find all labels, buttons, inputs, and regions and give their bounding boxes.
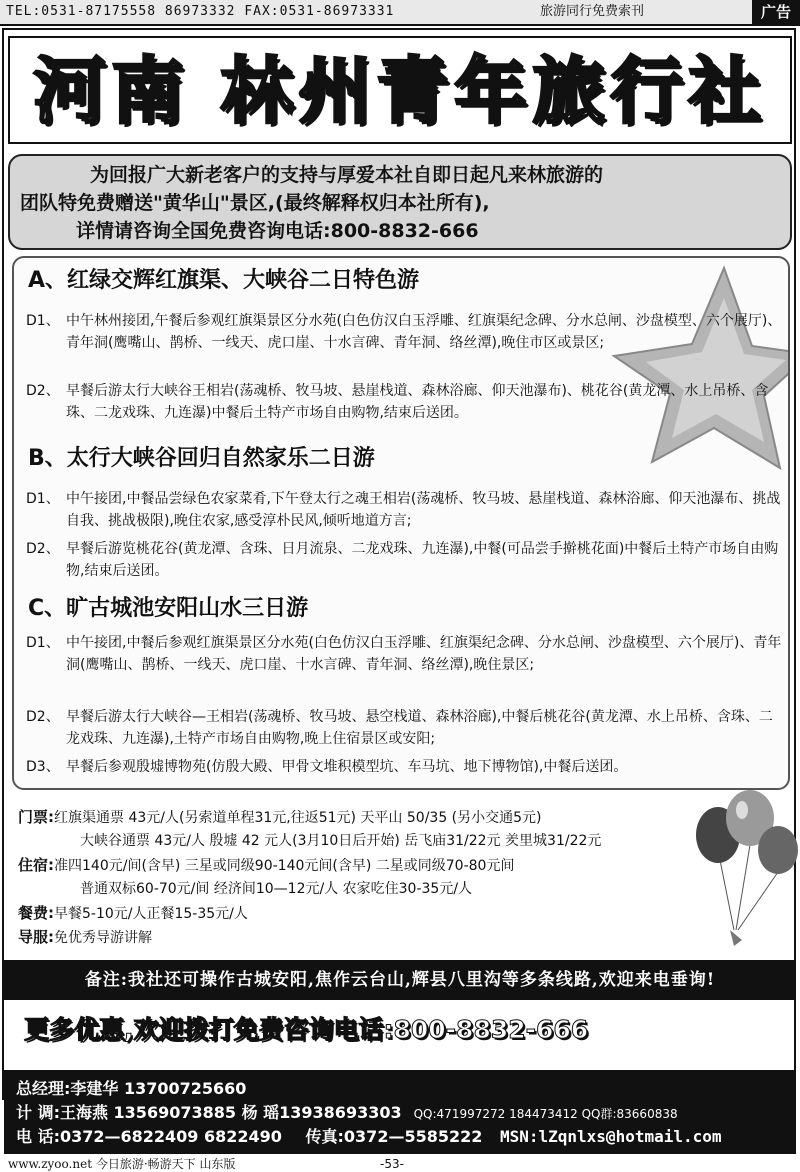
footer-site: www.zyoo.net 今日旅游·畅游天下 山东版 [8, 1157, 236, 1171]
ticket-row-1 [18, 806, 542, 829]
promo-line-1: 为回报广大新老客户的支持与厚爱本社自即日起凡来林旅游的 [90, 164, 604, 186]
day-text: 中午接团,中餐品尝绿色农家菜肴,下午登太行之魂王相岩(荡魂桥、牧马坡、悬崖栈道、森林浴廊、仰天池瀑布、挑战自我、挑战极限),晚住农家,感受淳朴民风,倾听地道方言; [66, 491, 781, 529]
stay-line-2: 普通双标60-70元/间 经济间10—12元/人 农家吃住30-35元/人 [80, 881, 473, 897]
route-b-title: B、太行大峡谷回归自然家乐二日游 [28, 446, 375, 471]
staff-contacts [4, 1070, 796, 1154]
fax-line: 传真:0372—5585222 [305, 1127, 483, 1146]
day-label: D1、 [26, 313, 60, 329]
day-text: 早餐后游览桃花谷(黄龙潭、含珠、日月流泉、二龙戏珠、九连瀑),中餐(可品尝手擀桃花面)中餐后土特产市场自由购物,结束后送团。 [66, 541, 779, 579]
qq-numbers: QQ:471997272 184473412 QQ群:83660838 [413, 1107, 678, 1121]
balloons-icon [690, 790, 800, 950]
manager-line: 总经理:李建华 13700725660 [16, 1079, 247, 1098]
promo-box [8, 154, 792, 250]
contact-numbers: TEL:0531-87175558 86973332 FAX:0531-86973331 [6, 4, 395, 19]
route-c-day-2 [26, 706, 786, 750]
route-b-day-2 [26, 538, 786, 582]
ticket-line-1: 红旗渠通票 43元/人(另索道单程31元,往返51元) 天平山 50/35 (另小交通5元) [54, 810, 542, 826]
promo-line-3: 详情请咨询全国免费咨询电话:800-8832-666 [76, 220, 479, 242]
day-label: D2、 [26, 541, 60, 557]
phone-line: 电 话:0372—6822409 6822490 [16, 1127, 282, 1146]
day-text: 中午接团,中餐后参观红旗渠景区分水苑(白色仿汉白玉浮雕、红旗渠纪念碑、分水总闸、沙盘模型、六个展厅)、青年洞(鹰嘴山、鹊桥、一线天、虎口崖、十水言碑、青年洞、络丝潭),晚住景区; [66, 635, 782, 673]
day-text: 早餐后游太行大峡谷王相岩(荡魂桥、牧马坡、悬崖栈道、森林浴廊、仰天池瀑布)、桃花谷(黄龙潭、水上吊桥、含珠、二龙戏珠、九连瀑)中餐后土特产市场自由购物,结束后送团。 [66, 383, 769, 421]
route-a-day-1 [26, 310, 786, 354]
tagline: 旅游同行免费索刊 [540, 4, 645, 19]
day-label: D2、 [26, 709, 60, 725]
guide-text: 免优秀导游讲解 [54, 930, 152, 946]
day-text: 早餐后参观殷墟博物苑(仿殷大殿、甲骨文堆积模型坑、车马坑、地下博物馆),中餐后送团。 [66, 759, 628, 775]
stay-label: 住宿: [18, 856, 54, 874]
route-a-day-2 [26, 380, 786, 424]
route-b-day-1 [26, 488, 786, 532]
dispatch-row [16, 1100, 678, 1123]
day-label: D1、 [26, 635, 60, 651]
meal-text: 早餐5-10元/人正餐15-35元/人 [54, 906, 248, 922]
title-box [8, 36, 792, 144]
ticket-label: 门票: [18, 808, 54, 826]
route-c-title: C、旷古城池安阳山水三日游 [28, 596, 309, 621]
star-decoration-icon [574, 258, 790, 488]
ad-badge: 广告 [752, 0, 800, 24]
guide-row [18, 926, 152, 949]
day-text: 早餐后游太行大峡谷—王相岩(荡魂桥、牧马坡、悬空栈道、森林浴廊),中餐后桃花谷(黄龙潭、水上吊桥、含珠、二龙戏珠、九连瀑),土特产市场自由购物,晚上住宿景区或安阳; [66, 709, 773, 747]
top-bar [0, 0, 800, 26]
page-footer [0, 1156, 800, 1172]
day-label: D2、 [26, 383, 60, 399]
phone-row [16, 1124, 722, 1147]
page-title: 河南 林州青年旅行社 [33, 49, 767, 133]
guide-label: 导服: [18, 928, 54, 946]
meal-row [18, 902, 248, 925]
hotline-banner: 更多优惠,欢迎拨打免费咨询电话:800-8832-666 [24, 1015, 589, 1044]
promo-line-2: 团队特免费赠送"黄华山"景区,(最终解释权归本社所有), [20, 192, 490, 214]
routes-panel [12, 256, 790, 790]
day-label: D1、 [26, 491, 60, 507]
day-label: D3、 [26, 759, 60, 775]
page-number: -53- [380, 1157, 404, 1171]
dispatch-line: 计 调:王海燕 13569073885 杨 瑶13938693303 [16, 1103, 402, 1122]
route-c-day-3 [26, 756, 786, 778]
stay-row-1 [18, 854, 514, 877]
route-a-title: A、红绿交辉红旗渠、大峡谷二日特色游 [28, 268, 420, 293]
day-text: 中午林州接团,午餐后参观红旗渠景区分水苑(白色仿汉白玉浮雕、红旗渠纪念碑、分水总闸、沙盘模型、六个展厅)、青年洞(鹰嘴山、鹊桥、一线天、虎口崖、十水言碑、青年洞、络丝潭),晚住市区或景区; [66, 313, 782, 351]
ticket-line-2: 大峡谷通票 43元/人 殷墟 42 元人(3月10日后开始) 岳飞庙31/22元 羑里城31/22元 [80, 833, 602, 849]
stay-line-1: 准四140元/间(含早) 三星或同级90-140元间(含早) 二星或同级70-80元间 [54, 858, 515, 874]
meal-label: 餐费: [18, 904, 54, 922]
route-c-day-1 [26, 632, 786, 676]
note-banner: 备注:我社还可操作古城安阳,焦作云台山,辉县八里沟等多条线路,欢迎来电垂询! [4, 960, 796, 1000]
msn-line: MSN:lZqnlxs@hotmail.com [499, 1127, 722, 1146]
